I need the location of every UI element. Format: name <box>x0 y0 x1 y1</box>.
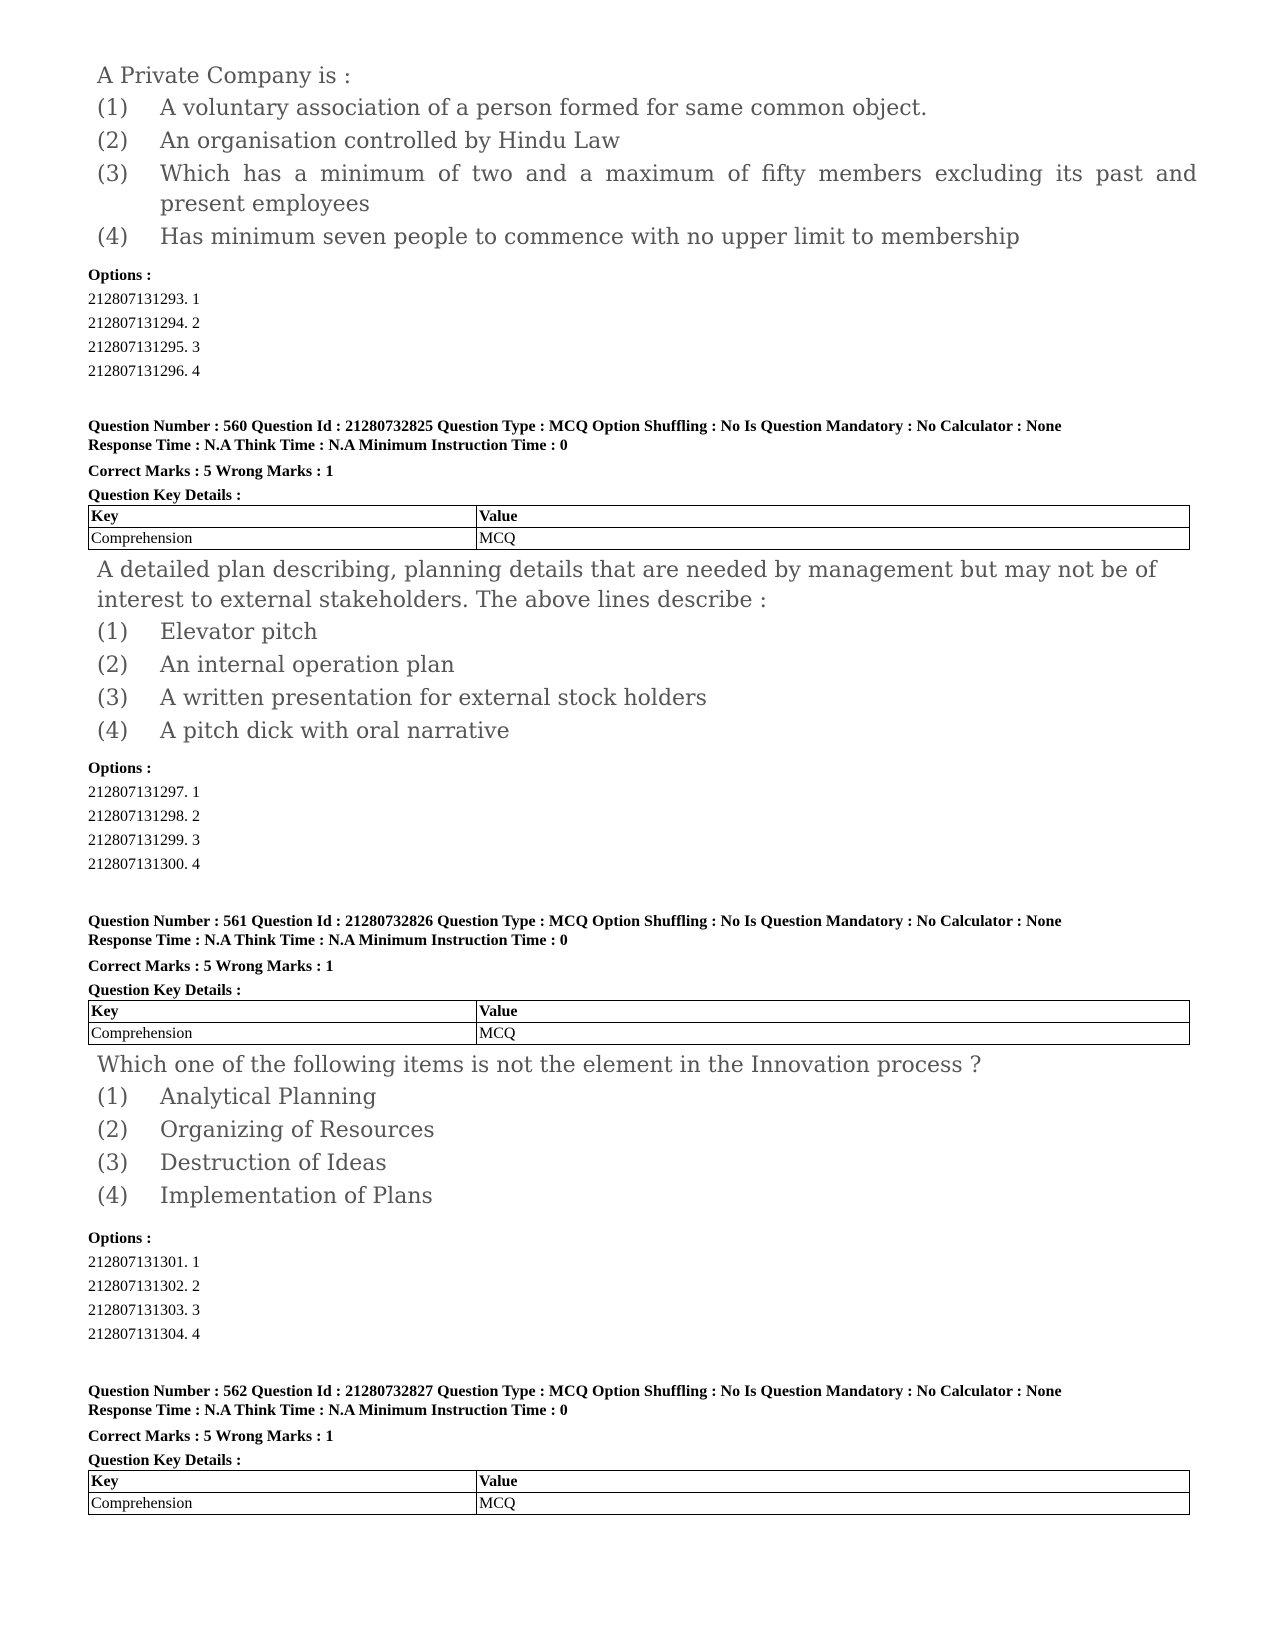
answer-option: (1) Analytical Planning <box>97 1085 377 1110</box>
answer-option: (3) Destruction of Ideas <box>97 1151 387 1176</box>
question-meta-line: Question Number : 560 Question Id : 21280732825 Question Type : MCQ Option Shuffling : No Is Question Mandatory : No Calculator : None <box>88 418 1062 435</box>
option-id: 212807131295. 3 <box>88 339 200 356</box>
table-header-key: Key <box>89 1001 477 1023</box>
answer-option: (3) A written presentation for external stock holders <box>97 686 707 711</box>
option-ids-561 <box>88 1227 200 1347</box>
question-meta-line: Question Number : 561 Question Id : 21280732826 Question Type : MCQ Option Shuffling : No Is Question Mandatory : No Calculator : None <box>88 913 1062 930</box>
question-meta-line: Question Number : 562 Question Id : 21280732827 Question Type : MCQ Option Shuffling : No Is Question Mandatory : No Calculator : None <box>88 1383 1062 1400</box>
option-id: 212807131294. 2 <box>88 315 200 332</box>
table-cell-value: MCQ <box>477 1493 1190 1515</box>
marks-line: Correct Marks : 5 Wrong Marks : 1 <box>88 1428 334 1445</box>
answer-option: (1) A voluntary association of a person formed for same common object. <box>97 96 928 121</box>
question-meta-line: Response Time : N.A Think Time : N.A Minimum Instruction Time : 0 <box>88 437 568 454</box>
option-id: 212807131297. 1 <box>88 784 200 801</box>
option-id: 212807131303. 3 <box>88 1302 200 1319</box>
option-id: 212807131301. 1 <box>88 1254 200 1271</box>
table-header-value: Value <box>477 506 1190 528</box>
options-header: Options : <box>88 1230 152 1247</box>
answer-option: (2) An organisation controlled by Hindu Law <box>97 129 621 154</box>
table-header-key: Key <box>89 1471 477 1493</box>
question-meta-line: Response Time : N.A Think Time : N.A Minimum Instruction Time : 0 <box>88 932 568 949</box>
option-id: 212807131302. 2 <box>88 1278 200 1295</box>
option-id: 212807131293. 1 <box>88 291 200 308</box>
key-details-label: Question Key Details : <box>88 487 242 504</box>
question-stem: Which one of the following items is not the element in the Innovation process ? <box>97 1053 982 1078</box>
key-details-label: Question Key Details : <box>88 982 242 999</box>
question-560-text <box>97 556 1197 750</box>
question-key-table <box>88 1470 1190 1515</box>
table-cell-key: Comprehension <box>89 1023 477 1045</box>
options-header: Options : <box>88 760 152 777</box>
question-key-table <box>88 1000 1190 1045</box>
option-ids-559 <box>88 264 200 384</box>
table-header-key: Key <box>89 506 477 528</box>
answer-option: (3) Which has a minimum of two and a maximum of fifty members excluding its past and present employees <box>97 162 1197 217</box>
answer-option: (4) Implementation of Plans <box>97 1184 433 1209</box>
answer-option: (2) Organizing of Resources <box>97 1118 435 1143</box>
table-cell-key: Comprehension <box>89 528 477 550</box>
question-562-meta <box>88 1382 1188 1473</box>
option-id: 212807131296. 4 <box>88 363 200 380</box>
option-id: 212807131304. 4 <box>88 1326 200 1343</box>
option-id: 212807131300. 4 <box>88 856 200 873</box>
table-cell-key: Comprehension <box>89 1493 477 1515</box>
table-header-value: Value <box>477 1001 1190 1023</box>
question-561-meta <box>88 912 1188 1003</box>
key-details-label: Question Key Details : <box>88 1452 242 1469</box>
answer-option: (2) An internal operation plan <box>97 653 455 678</box>
table-header-value: Value <box>477 1471 1190 1493</box>
table-cell-value: MCQ <box>477 1023 1190 1045</box>
question-559-text <box>97 62 1197 256</box>
marks-line: Correct Marks : 5 Wrong Marks : 1 <box>88 958 334 975</box>
table-cell-value: MCQ <box>477 528 1190 550</box>
option-id: 212807131298. 2 <box>88 808 200 825</box>
question-meta-line: Response Time : N.A Think Time : N.A Minimum Instruction Time : 0 <box>88 1402 568 1419</box>
question-stem: A detailed plan describing, planning details that are needed by management but may not be of interest to external stakeholders. The above lines describe : <box>97 558 1157 613</box>
question-stem: A Private Company is : <box>97 64 352 89</box>
marks-line: Correct Marks : 5 Wrong Marks : 1 <box>88 463 334 480</box>
question-key-table <box>88 505 1190 550</box>
answer-option: (4) Has minimum seven people to commence with no upper limit to membership <box>97 225 1020 250</box>
option-id: 212807131299. 3 <box>88 832 200 849</box>
option-ids-560 <box>88 757 200 877</box>
answer-option: (1) Elevator pitch <box>97 620 318 645</box>
answer-option: (4) A pitch dick with oral narrative <box>97 719 510 744</box>
question-560-meta <box>88 417 1188 508</box>
options-header: Options : <box>88 267 152 284</box>
question-561-text <box>97 1051 1197 1215</box>
